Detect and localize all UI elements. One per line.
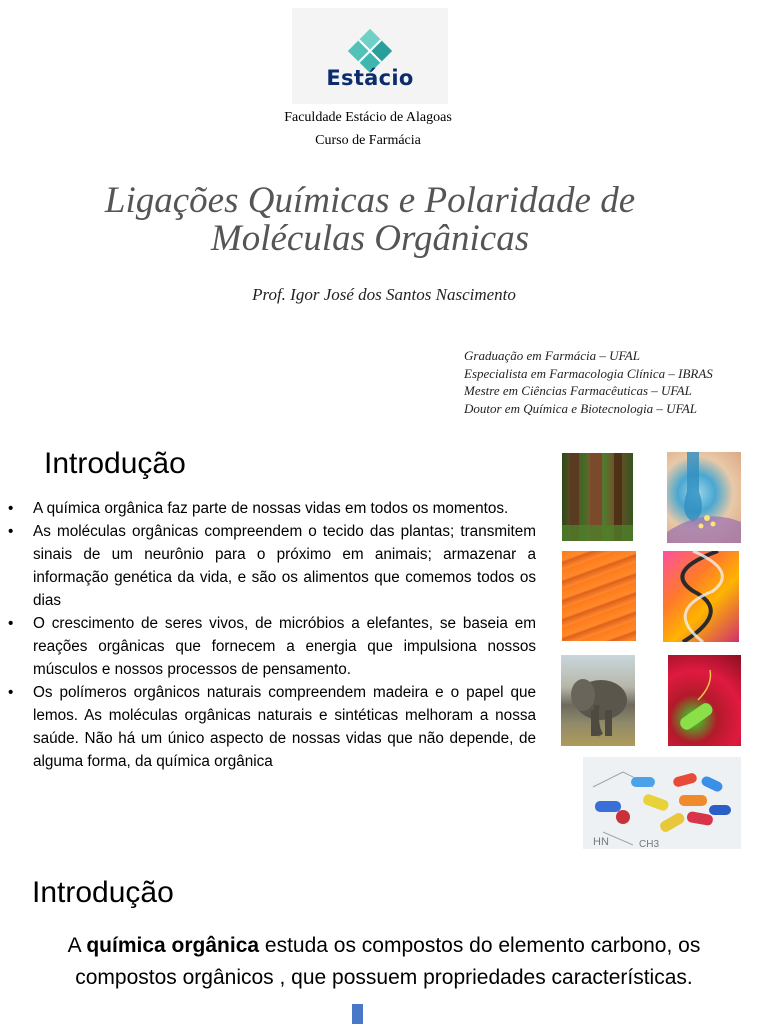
elephant-photo <box>561 655 635 746</box>
bacteria-icon <box>668 655 741 746</box>
credential-item: Doutor em Química e Biotecnologia – UFAL <box>464 400 698 416</box>
intro-text-rest: estuda os compostos do elemento carbono, os <box>259 934 701 957</box>
next-slide-marker <box>352 1004 363 1024</box>
bullet-item: • Os polímeros orgânicos naturais compreendem madeira e o papel que lemos. As moléculas orgânicas naturais e sintéticas melhoram a nossa saúde. Não há um único aspecto de nossas vidas que não depende, de alguma forma, da química orgânica <box>8 681 536 773</box>
title-line-2: Moléculas Orgânicas <box>210 218 530 259</box>
presentation-title <box>40 182 700 258</box>
credential-item: Mestre em Ciências Farmacêuticas – UFAL <box>464 383 692 398</box>
dna-helix-illustration <box>663 551 739 642</box>
intro-paragraph <box>0 930 768 994</box>
neuron-synapse-illustration <box>667 452 741 543</box>
bullet-list <box>8 497 536 773</box>
course-name: Curso de Farmácia <box>315 133 421 148</box>
author-name: Prof. Igor José dos Santos Nascimento <box>252 285 516 304</box>
carrots-photo <box>562 551 636 641</box>
intro-text-prefix: A <box>67 934 87 957</box>
estacio-logo <box>292 8 448 104</box>
forest-photo <box>562 453 633 541</box>
credential-item: Especialista em Farmacologia Clínica – IBRAS <box>464 365 713 381</box>
intro-text-bold: química orgânica <box>86 934 260 957</box>
formula-ch3: CH3 <box>639 839 660 849</box>
title-line-1: Ligações Químicas e Polaridade de <box>104 180 636 221</box>
intro-line-1 <box>0 930 768 962</box>
bullet-item: • As moléculas orgânicas compreendem o tecido das plantas; transmitem sinais de um neurônio para o próximo em animais; armazenar a informação genética da vida, e são os alimentos que comemos todos os dias <box>8 520 536 612</box>
slide-heading: Introdução <box>32 876 174 909</box>
dna-helix-icon <box>663 551 739 642</box>
logo-wordmark: Estácio <box>326 66 414 90</box>
author-credentials <box>464 347 713 417</box>
credential-item: Graduação em Farmácia – UFAL <box>464 348 640 363</box>
slide-heading: Introdução <box>44 447 186 480</box>
bullet-item: • A química orgânica faz parte de nossas vidas em todos os momentos. <box>8 497 536 520</box>
institution-name: Faculdade Estácio de Alagoas <box>284 110 452 125</box>
intro-line-2: compostos orgânicos , que possuem propriedades características. <box>75 966 693 989</box>
pills-and-molecule-photo <box>583 757 741 849</box>
bacteria-illustration <box>668 655 741 746</box>
neuron-icon <box>667 452 741 543</box>
elephant-icon <box>561 655 635 746</box>
bullet-item: • O crescimento de seres vivos, de micróbios a elefantes, se baseia em reações orgânicas que fornecem a energia que impulsiona nossos músculos e nossos processos de pensamento. <box>8 612 536 681</box>
forest-trees-icon <box>562 453 633 541</box>
formula-hn: HN <box>593 836 609 848</box>
pills-icon <box>583 757 741 849</box>
